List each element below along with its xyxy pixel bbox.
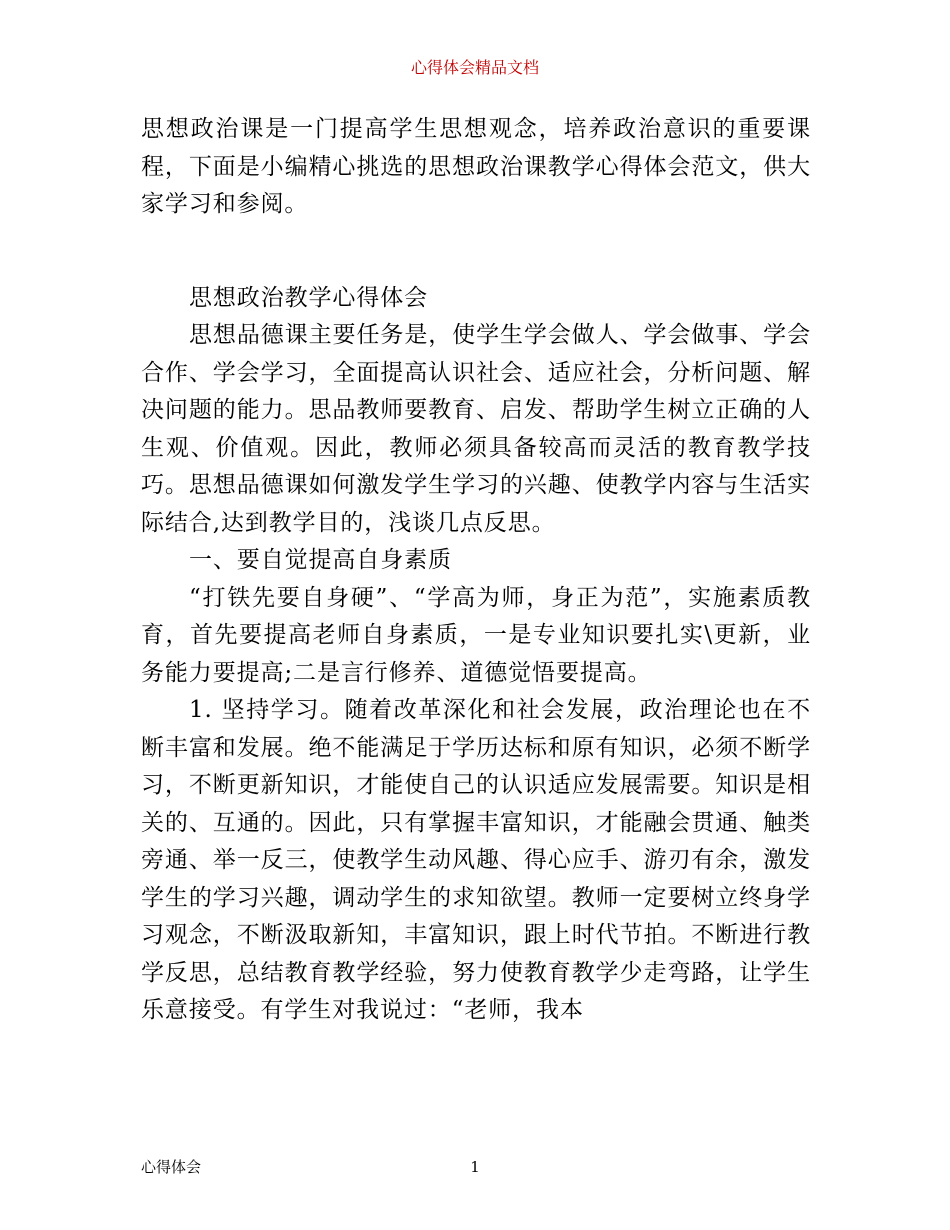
- body-paragraph-1: 思想品德课主要任务是，使学生学会做人、学会做事、学会合作、学会学习，全面提高认识社会、适应社会，分析问题、解决问题的能力。思品教师要教育、启发、帮助学生树立正确的人生观、价值观。因此，教师必须具备较高而灵活的教育教学技巧。思想品德课如何激发学生学习的兴趣、使教学内容与生活实际结合,达到教学目的，浅谈几点反思。: [141, 322, 811, 536]
- section-title: 思想政治教学心得体会: [189, 284, 428, 311]
- page-header-title: 心得体会精品文档: [410, 58, 539, 77]
- paragraph-spacer: [141, 224, 811, 280]
- intro-paragraph: 思想政治课是一门提高学生思想观念，培养政治意识的重要课程，下面是小编精心挑选的思想政治课教学心得体会范文，供大家学习和参阅。: [141, 116, 811, 217]
- body-paragraph-2: “打铁先要自身硬”、“学高为师，身正为范”，实施素质教育，首先要提高老师自身素质，一是专业知识要扎实\更新，业务能力要提高;二是言行修养、道德觉悟要提高。: [141, 584, 811, 686]
- footer-label: 心得体会: [141, 1158, 202, 1176]
- page-number: 1: [470, 1158, 480, 1176]
- document-body: [141, 111, 811, 1030]
- body-paragraph-3: 1. 坚持学习。随着改革深化和社会发展，政治理论也在不断丰富和发展。绝不能满足于学历达标和原有知识，必须不断学习，不断更新知识，才能使自己的认识适应发展需要。知识是相关的、互通的。因此，只有掌握丰富知识，才能融会贯通、触类旁通、举一反三，使教学生动风趣、得心应手、游刃有余，激发学生的学习兴趣，调动学生的求知欲望。教师一定要树立终身学习观念，不断汲取新知，丰富知识，跟上时代节拍。不断进行教学反思，总结教育教学经验，努力使教育教学少走弯路，让学生乐意接受。有学生对我说过：“老师，我本: [141, 697, 811, 1023]
- heading-1: 一、要自觉提高自身素质: [189, 547, 452, 573]
